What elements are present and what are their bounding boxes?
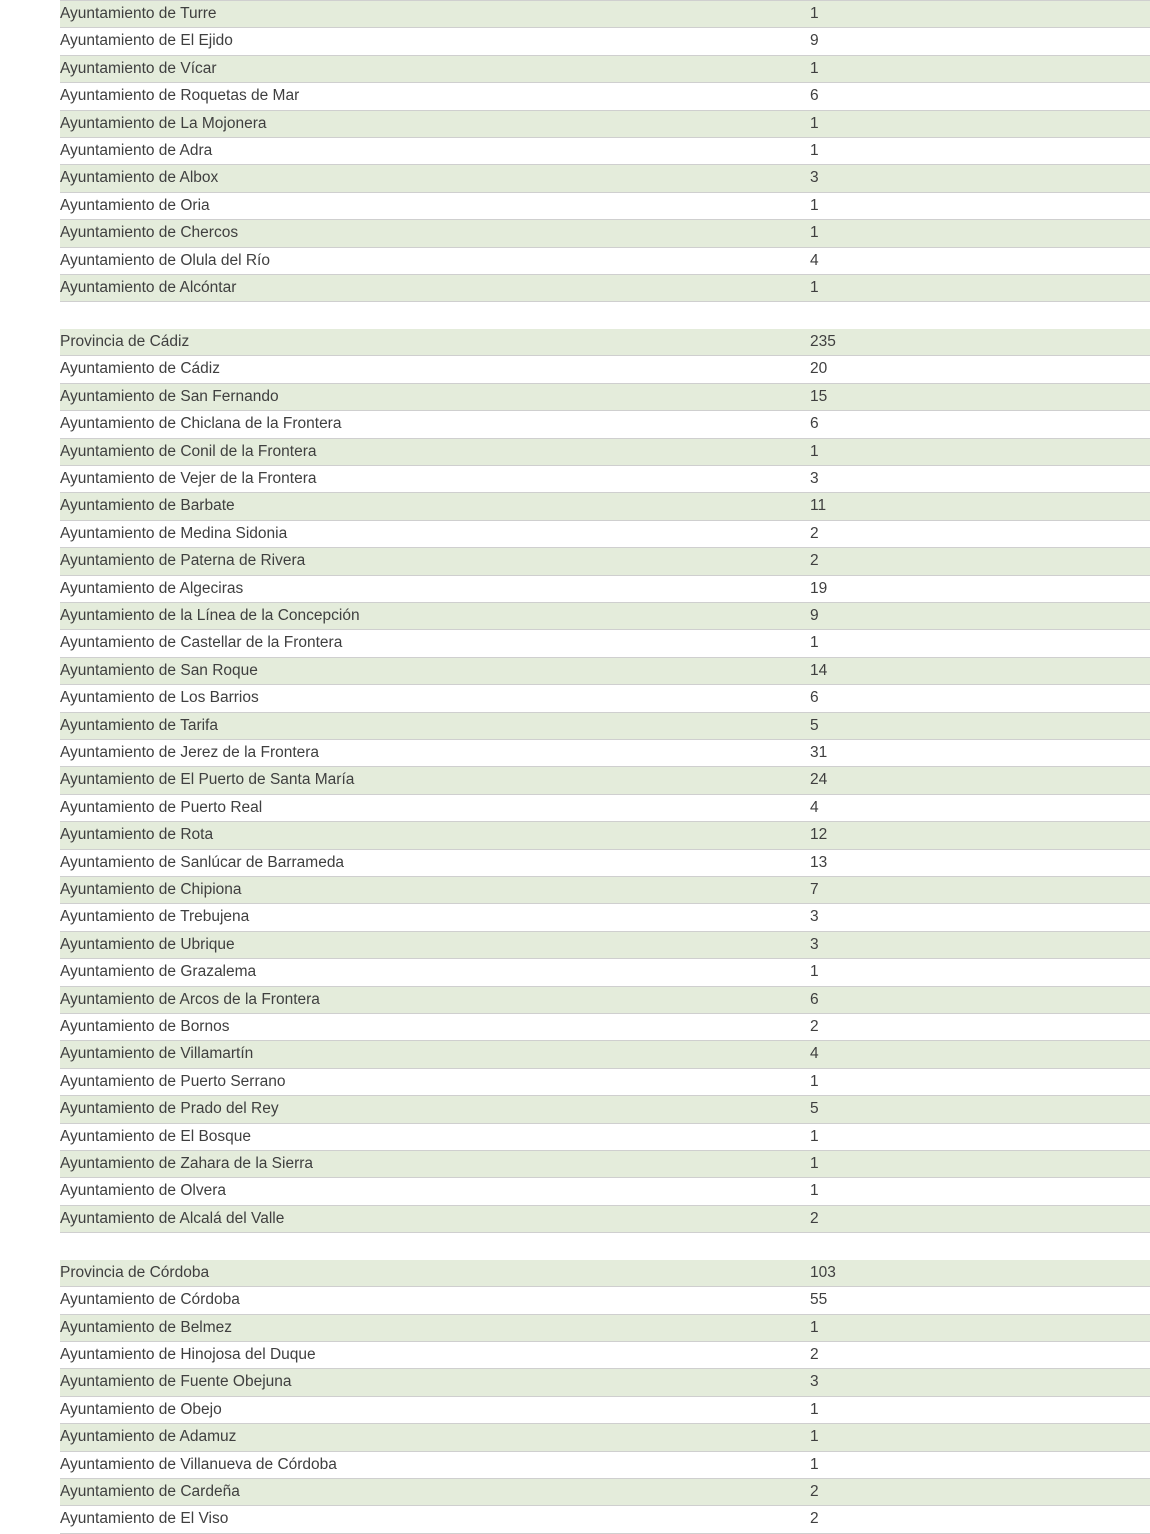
entity-name: Ayuntamiento de Tarifa xyxy=(60,712,810,739)
entity-count: 13 xyxy=(810,849,1150,876)
row-gutter xyxy=(0,1,60,28)
table-row xyxy=(0,1506,1150,1533)
entity-name: Ayuntamiento de Chercos xyxy=(60,220,810,247)
row-gutter xyxy=(0,1506,60,1533)
entity-count: 6 xyxy=(810,411,1150,438)
entity-name: Ayuntamiento de Hinojosa del Duque xyxy=(60,1341,810,1368)
row-gutter xyxy=(0,1233,60,1260)
row-gutter xyxy=(0,1287,60,1314)
row-gutter xyxy=(0,548,60,575)
entity-name: Ayuntamiento de la Línea de la Concepción xyxy=(60,602,810,629)
entity-count: 1 xyxy=(810,1424,1150,1451)
entity-name: Ayuntamiento de Adamuz xyxy=(60,1424,810,1451)
entity-name: Ayuntamiento de Córdoba xyxy=(60,1287,810,1314)
entity-name: Ayuntamiento de Obejo xyxy=(60,1396,810,1423)
row-gutter xyxy=(0,220,60,247)
table-row xyxy=(0,192,1150,219)
entity-name: Ayuntamiento de Puerto Serrano xyxy=(60,1068,810,1095)
entity-count: 6 xyxy=(810,685,1150,712)
row-gutter xyxy=(0,739,60,766)
row-gutter xyxy=(0,931,60,958)
row-gutter xyxy=(0,1478,60,1505)
row-gutter xyxy=(0,1151,60,1178)
entity-name: Ayuntamiento de Paterna de Rivera xyxy=(60,548,810,575)
row-gutter xyxy=(0,1451,60,1478)
entity-count: 1 xyxy=(810,438,1150,465)
row-gutter xyxy=(0,1123,60,1150)
entity-count: 9 xyxy=(810,602,1150,629)
row-gutter xyxy=(0,28,60,55)
table-row xyxy=(0,904,1150,931)
table-row xyxy=(0,1,1150,28)
table-row xyxy=(0,630,1150,657)
entity-name: Ayuntamiento de Sanlúcar de Barrameda xyxy=(60,849,810,876)
table-row xyxy=(0,1096,1150,1123)
table-row xyxy=(0,1178,1150,1205)
table-row xyxy=(0,520,1150,547)
entity-count: 7 xyxy=(810,877,1150,904)
row-gutter xyxy=(0,356,60,383)
entity-name: Ayuntamiento de Alcóntar xyxy=(60,275,810,302)
table-row xyxy=(0,220,1150,247)
entity-count xyxy=(810,1233,1150,1260)
entity-name: Ayuntamiento de Conil de la Frontera xyxy=(60,438,810,465)
entity-count: 5 xyxy=(810,1096,1150,1123)
entity-name: Ayuntamiento de Rota xyxy=(60,822,810,849)
entity-count: 1 xyxy=(810,220,1150,247)
entity-count: 1 xyxy=(810,1068,1150,1095)
row-gutter xyxy=(0,83,60,110)
entity-count: 6 xyxy=(810,83,1150,110)
entity-name: Ayuntamiento de Barbate xyxy=(60,493,810,520)
table-row xyxy=(0,138,1150,165)
entity-count: 1 xyxy=(810,275,1150,302)
table-row xyxy=(0,83,1150,110)
table-row xyxy=(0,931,1150,958)
row-gutter xyxy=(0,904,60,931)
province-name: Provincia de Cádiz xyxy=(60,329,810,356)
entity-count: 1 xyxy=(810,138,1150,165)
table-row xyxy=(0,767,1150,794)
row-gutter xyxy=(0,493,60,520)
table-row xyxy=(0,739,1150,766)
entity-count: 2 xyxy=(810,520,1150,547)
table-row xyxy=(0,986,1150,1013)
entity-name: Ayuntamiento de Chipiona xyxy=(60,877,810,904)
entity-count: 5 xyxy=(810,712,1150,739)
entity-count: 3 xyxy=(810,165,1150,192)
table-row xyxy=(0,1396,1150,1423)
entity-name: Ayuntamiento de Adra xyxy=(60,138,810,165)
entity-count: 1 xyxy=(810,192,1150,219)
entity-name: Ayuntamiento de Zahara de la Sierra xyxy=(60,1151,810,1178)
entity-count: 3 xyxy=(810,931,1150,958)
entity-count: 2 xyxy=(810,1014,1150,1041)
row-gutter xyxy=(0,602,60,629)
entity-count: 1 xyxy=(810,1178,1150,1205)
row-gutter xyxy=(0,383,60,410)
table-spacer-row xyxy=(0,1233,1150,1260)
row-gutter xyxy=(0,110,60,137)
entity-count: 1 xyxy=(810,1123,1150,1150)
entity-name xyxy=(60,1233,810,1260)
row-gutter xyxy=(0,767,60,794)
entity-name: Ayuntamiento de Los Barrios xyxy=(60,685,810,712)
row-gutter xyxy=(0,275,60,302)
entity-name: Ayuntamiento de Cardeña xyxy=(60,1478,810,1505)
row-gutter xyxy=(0,657,60,684)
entity-name: Ayuntamiento de San Fernando xyxy=(60,383,810,410)
entity-name: Ayuntamiento de El Puerto de Santa María xyxy=(60,767,810,794)
table-row xyxy=(0,383,1150,410)
entity-name: Ayuntamiento de Cádiz xyxy=(60,356,810,383)
entity-name: Ayuntamiento de Oria xyxy=(60,192,810,219)
entity-count: 1 xyxy=(810,1,1150,28)
row-gutter xyxy=(0,302,60,329)
table-province-row xyxy=(0,329,1150,356)
table-row xyxy=(0,55,1150,82)
table-row xyxy=(0,1014,1150,1041)
entity-count: 2 xyxy=(810,548,1150,575)
entity-name: Ayuntamiento de Ubrique xyxy=(60,931,810,958)
entity-name: Ayuntamiento de Villanueva de Córdoba xyxy=(60,1451,810,1478)
row-gutter xyxy=(0,712,60,739)
entity-name: Ayuntamiento de Castellar de la Frontera xyxy=(60,630,810,657)
entity-name: Ayuntamiento de Jerez de la Frontera xyxy=(60,739,810,766)
entity-name: Ayuntamiento de Trebujena xyxy=(60,904,810,931)
row-gutter xyxy=(0,986,60,1013)
table-row xyxy=(0,877,1150,904)
row-gutter xyxy=(0,55,60,82)
row-gutter xyxy=(0,1096,60,1123)
table-spacer-row xyxy=(0,302,1150,329)
entity-count: 14 xyxy=(810,657,1150,684)
entity-name: Ayuntamiento de Villamartín xyxy=(60,1041,810,1068)
table-row xyxy=(0,794,1150,821)
entity-count: 3 xyxy=(810,1369,1150,1396)
entity-name: Ayuntamiento de Olula del Río xyxy=(60,247,810,274)
entity-count: 1 xyxy=(810,1314,1150,1341)
entity-name: Ayuntamiento de Vejer de la Frontera xyxy=(60,465,810,492)
province-count: 103 xyxy=(810,1260,1150,1287)
entity-count: 1 xyxy=(810,1396,1150,1423)
entity-count: 2 xyxy=(810,1341,1150,1368)
table-row xyxy=(0,411,1150,438)
entity-count xyxy=(810,302,1150,329)
entity-count: 3 xyxy=(810,904,1150,931)
entity-count: 20 xyxy=(810,356,1150,383)
row-gutter xyxy=(0,1041,60,1068)
entity-name: Ayuntamiento de San Roque xyxy=(60,657,810,684)
table-row xyxy=(0,28,1150,55)
table-row xyxy=(0,275,1150,302)
row-gutter xyxy=(0,329,60,356)
entity-name: Ayuntamiento de Puerto Real xyxy=(60,794,810,821)
entity-count: 12 xyxy=(810,822,1150,849)
entity-name: Ayuntamiento de Vícar xyxy=(60,55,810,82)
table-row xyxy=(0,1068,1150,1095)
entity-count: 6 xyxy=(810,986,1150,1013)
row-gutter xyxy=(0,575,60,602)
entity-count: 1 xyxy=(810,110,1150,137)
row-gutter xyxy=(0,959,60,986)
entity-name: Ayuntamiento de Algeciras xyxy=(60,575,810,602)
entity-name: Ayuntamiento de Belmez xyxy=(60,1314,810,1341)
entity-name: Ayuntamiento de Prado del Rey xyxy=(60,1096,810,1123)
entity-name: Ayuntamiento de Albox xyxy=(60,165,810,192)
table-body xyxy=(0,1,1150,1534)
row-gutter xyxy=(0,877,60,904)
table-row xyxy=(0,1151,1150,1178)
entity-name: Ayuntamiento de El Ejido xyxy=(60,28,810,55)
table-row xyxy=(0,959,1150,986)
entity-count: 11 xyxy=(810,493,1150,520)
row-gutter xyxy=(0,1341,60,1368)
table-row xyxy=(0,685,1150,712)
entity-count: 15 xyxy=(810,383,1150,410)
table-row xyxy=(0,1341,1150,1368)
entity-name: Ayuntamiento de Arcos de la Frontera xyxy=(60,986,810,1013)
row-gutter xyxy=(0,411,60,438)
table-row xyxy=(0,1424,1150,1451)
table-row xyxy=(0,110,1150,137)
entity-count: 4 xyxy=(810,1041,1150,1068)
table-row xyxy=(0,657,1150,684)
table-row xyxy=(0,356,1150,383)
entity-name: Ayuntamiento de Alcalá del Valle xyxy=(60,1205,810,1232)
table-row xyxy=(0,575,1150,602)
table-row xyxy=(0,849,1150,876)
table-row xyxy=(0,1369,1150,1396)
row-gutter xyxy=(0,1205,60,1232)
entity-name: Ayuntamiento de La Mojonera xyxy=(60,110,810,137)
table-row xyxy=(0,822,1150,849)
entity-name xyxy=(60,302,810,329)
row-gutter xyxy=(0,1068,60,1095)
entity-count: 1 xyxy=(810,55,1150,82)
entity-count: 2 xyxy=(810,1205,1150,1232)
table-row xyxy=(0,438,1150,465)
row-gutter xyxy=(0,438,60,465)
row-gutter xyxy=(0,630,60,657)
entity-count: 2 xyxy=(810,1506,1150,1533)
table-row xyxy=(0,1314,1150,1341)
row-gutter xyxy=(0,685,60,712)
row-gutter xyxy=(0,1178,60,1205)
entity-count: 55 xyxy=(810,1287,1150,1314)
entity-name: Ayuntamiento de Grazalema xyxy=(60,959,810,986)
entity-count: 4 xyxy=(810,247,1150,274)
row-gutter xyxy=(0,849,60,876)
entity-count: 24 xyxy=(810,767,1150,794)
entity-count: 1 xyxy=(810,1151,1150,1178)
row-gutter xyxy=(0,1314,60,1341)
entity-count: 1 xyxy=(810,959,1150,986)
entity-count: 2 xyxy=(810,1478,1150,1505)
entity-count: 3 xyxy=(810,465,1150,492)
table-row xyxy=(0,548,1150,575)
row-gutter xyxy=(0,192,60,219)
row-gutter xyxy=(0,138,60,165)
province-name: Provincia de Córdoba xyxy=(60,1260,810,1287)
province-count: 235 xyxy=(810,329,1150,356)
row-gutter xyxy=(0,1396,60,1423)
entity-name: Ayuntamiento de El Bosque xyxy=(60,1123,810,1150)
row-gutter xyxy=(0,520,60,547)
entity-name: Ayuntamiento de Roquetas de Mar xyxy=(60,83,810,110)
entity-count: 1 xyxy=(810,1451,1150,1478)
table-row xyxy=(0,1123,1150,1150)
entity-name: Ayuntamiento de Chiclana de la Frontera xyxy=(60,411,810,438)
table-row xyxy=(0,1451,1150,1478)
entity-count: 9 xyxy=(810,28,1150,55)
entity-name: Ayuntamiento de Turre xyxy=(60,1,810,28)
row-gutter xyxy=(0,1369,60,1396)
row-gutter xyxy=(0,794,60,821)
entity-count: 19 xyxy=(810,575,1150,602)
table-row xyxy=(0,1205,1150,1232)
row-gutter xyxy=(0,1260,60,1287)
row-gutter xyxy=(0,822,60,849)
table-row xyxy=(0,165,1150,192)
table-row xyxy=(0,247,1150,274)
row-gutter xyxy=(0,1424,60,1451)
row-gutter xyxy=(0,1014,60,1041)
entity-name: Ayuntamiento de Olvera xyxy=(60,1178,810,1205)
row-gutter xyxy=(0,247,60,274)
table-row xyxy=(0,1478,1150,1505)
entity-name: Ayuntamiento de El Viso xyxy=(60,1506,810,1533)
table-row xyxy=(0,1287,1150,1314)
table-province-row xyxy=(0,1260,1150,1287)
entity-count: 31 xyxy=(810,739,1150,766)
entity-count: 4 xyxy=(810,794,1150,821)
entity-name: Ayuntamiento de Fuente Obejuna xyxy=(60,1369,810,1396)
row-gutter xyxy=(0,465,60,492)
entity-name: Ayuntamiento de Medina Sidonia xyxy=(60,520,810,547)
table-row xyxy=(0,465,1150,492)
table-row xyxy=(0,493,1150,520)
entity-name: Ayuntamiento de Bornos xyxy=(60,1014,810,1041)
entity-count: 1 xyxy=(810,630,1150,657)
table-row xyxy=(0,712,1150,739)
table-row xyxy=(0,1041,1150,1068)
table-row xyxy=(0,602,1150,629)
row-gutter xyxy=(0,165,60,192)
